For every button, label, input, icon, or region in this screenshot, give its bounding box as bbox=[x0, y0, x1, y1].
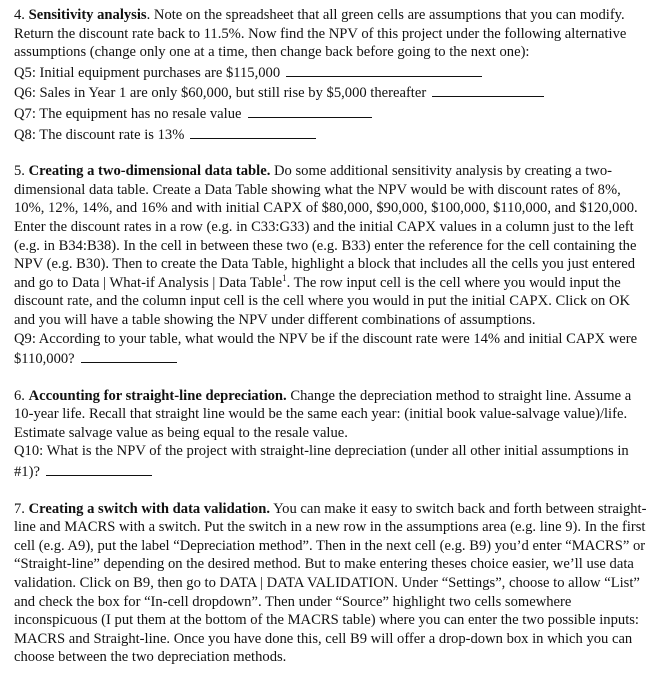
question-q7-text: Q7: The equipment has no resale value bbox=[14, 105, 242, 122]
question-q6-text: Q6: Sales in Year 1 are only $60,000, but still rise by $5,000 thereafter bbox=[14, 85, 427, 102]
question-q9-text: Q9: According to your table, what would the NPV be if the discount rate were 14% and initial CAPX were $110,000? bbox=[14, 330, 638, 368]
question-q8-text: Q8: The discount rate is 13% bbox=[14, 126, 185, 143]
question-q6 bbox=[14, 82, 651, 103]
section-5-paragraph bbox=[14, 162, 651, 329]
question-q7 bbox=[14, 103, 651, 124]
section-5-heading: Creating a two-dimensional data table. bbox=[28, 163, 271, 180]
answer-blank-q7[interactable] bbox=[248, 103, 372, 118]
section-4-paragraph bbox=[14, 6, 651, 62]
answer-blank-q5[interactable] bbox=[286, 62, 482, 77]
section-4-heading: Sensitivity analysis bbox=[28, 7, 147, 23]
section-6-heading: Accounting for straight-line depreciation. bbox=[28, 387, 287, 404]
question-q5 bbox=[14, 62, 651, 83]
section-7-heading: Creating a switch with data validation. bbox=[28, 500, 270, 517]
question-q10 bbox=[14, 442, 651, 481]
section-6-paragraph bbox=[14, 387, 651, 443]
section-4-number: 4. bbox=[14, 7, 25, 23]
section-5-text-b: . The row input cell is the cell where you would input the discount rate, and the column input cell is the cell where you would in put the initial CAPX. Click on OK and you will have a table showing the NPV under different combinations of assumptions. bbox=[14, 274, 631, 328]
section-5-number: 5. bbox=[14, 163, 25, 180]
answer-blank-q8[interactable] bbox=[190, 124, 316, 139]
footnote-marker: 1 bbox=[282, 272, 287, 283]
answer-blank-q6[interactable] bbox=[432, 82, 544, 97]
question-q8 bbox=[14, 124, 651, 145]
section-4-text: . Note on the spreadsheet that all green cells are assumptions that you can modify. Return the discount rate back to 11.5%. Now find the NPV of this project under the following alternative assumptions (change only one at a time, then change back before going to the next one): bbox=[14, 7, 627, 61]
section-switch-data-validation bbox=[14, 500, 651, 667]
section-6-number: 6. bbox=[14, 387, 25, 404]
section-straight-line-depreciation bbox=[14, 387, 651, 482]
section-6-text: Change the depreciation method to straight line. Assume a 10-year life. Recall that straight line would be the same each year: (initial book value-salvage value)/life. Estimate salvage value as being equal to the resale value. bbox=[14, 387, 632, 441]
section-7-paragraph bbox=[14, 500, 651, 667]
answer-blank-q10[interactable] bbox=[46, 461, 152, 476]
section-sensitivity-analysis bbox=[14, 6, 651, 144]
question-q5-text: Q5: Initial equipment purchases are $115,000 bbox=[14, 64, 281, 81]
question-q9 bbox=[14, 330, 651, 369]
question-q10-text: Q10: What is the NPV of the project with straight-line depreciation (under all other initial assumptions in #1)? bbox=[14, 443, 629, 481]
section-two-dimensional-data-table bbox=[14, 162, 651, 369]
answer-blank-q9[interactable] bbox=[81, 348, 177, 363]
section-7-number: 7. bbox=[14, 500, 25, 517]
section-5-text-a: Do some additional sensitivity analysis by creating a two-dimensional data table. Create a Data Table showing what the NPV would be with discount rates of 8%, 10%, 12%, 14%, and 16% and with initial CAPX of $80,000, $90,000, $100,000, $110,000, and $120,000. Enter the discount rates in a row (e.g. in C33:G33) and the initial CAPX values in a column just to the left (e.g. in B34:B38). In the cell in between these two (e.g. B33) enter the reference for the cell containing the NPV (e.g. B30). Then to create the Data Table, highlight a block that includes all the cells you just entered and go to Data | What-if Analysis | Data Table bbox=[14, 163, 638, 291]
section-7-text: You can make it easy to switch back and forth between straight-line and MACRS with a switch. Put the switch in a new row in the assumptions area (e.g. line 9). In the first cell (e.g. A9), put the label “Depreciation method”. Then in the next cell (e.g. B9) you’d enter “MACRS” or “Straight-line” depending on the desired method. But to make entering theses choice easier, we’ll use data validation. Click on B9, then go to DATA | DATA VALIDATION. Under “Settings”, choose to allow “List” and check the box for “In-cell dropdown”. Then under “Source” highlight two cells somewhere inconspicuous (I put them at the bottom of the MACRS table) where you can enter the two possible inputs: MACRS and Straight-line. Once you have done this, cell B9 will offer a drop-down box in which you can choose between the two depreciation methods. bbox=[14, 500, 647, 666]
